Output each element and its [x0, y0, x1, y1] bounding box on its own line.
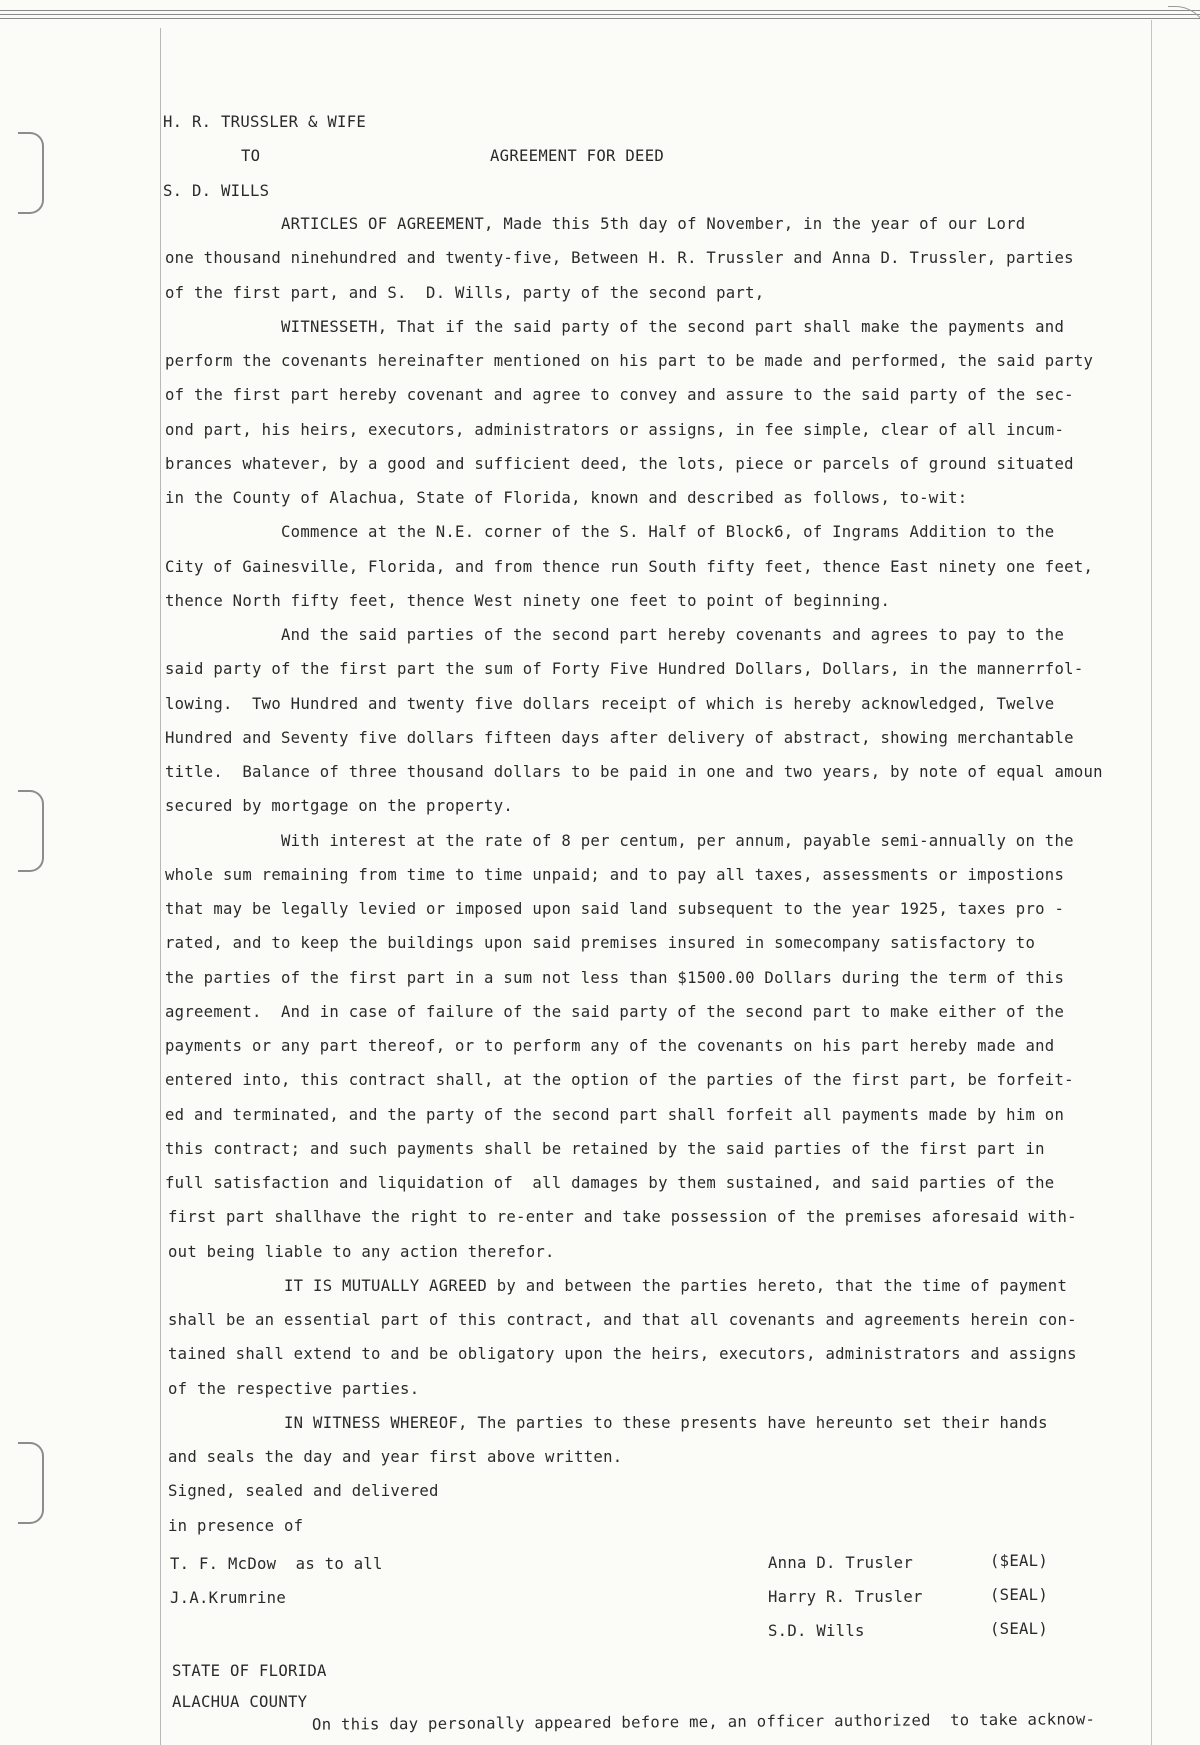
body-text-line: of the respective parties. — [168, 1380, 420, 1398]
body-text-line: in presence of — [168, 1517, 304, 1535]
body-text-line: shall be an essential part of this contract, and that all covenants and agreements herein con- — [168, 1311, 1077, 1329]
grantor-line: H. R. TRUSSLER & WIFE — [163, 113, 367, 131]
body-text-line: one thousand ninehundred and twenty-five, Between H. R. Trussler and Anna D. Trussler, parties — [165, 249, 1074, 267]
grantee-line: S. D. WILLS — [163, 182, 270, 200]
body-text-line: of the first part, and S. D. Wills, party of the second part, — [165, 284, 765, 302]
body-text-line: payments or any part thereof, or to perform any of the covenants on his part hereby made and — [165, 1037, 1055, 1055]
body-text-line: said party of the first part the sum of Forty Five Hundred Dollars, Dollars, in the mannerrfol- — [165, 660, 1084, 678]
body-text-line: Commence at the N.E. corner of the S. Half of Block6, of Ingrams Addition to the — [165, 523, 1055, 541]
body-text-line: whole sum remaining from time to time unpaid; and to pay all taxes, assessments or impostions — [165, 866, 1065, 884]
acknowledgment-opening: On this day personally appeared before me, an officer authorized to take acknow- — [311, 1710, 1096, 1734]
witness-name: T. F. McDow as to all — [170, 1555, 383, 1573]
left-margin-rule — [160, 28, 161, 1745]
witness-name: J.A.Krumrine — [170, 1589, 287, 1607]
signer-name: Anna D. Trusler — [768, 1554, 914, 1572]
body-text-line: secured by mortgage on the property. — [165, 797, 514, 815]
binder-hole — [18, 1442, 44, 1524]
body-text-line: lowing. Two Hundred and twenty five dollars receipt of which is hereby acknowledged, Twelve — [165, 695, 1055, 713]
binder-hole — [18, 790, 44, 872]
body-text-line: thence North fifty feet, thence West ninety one feet to point of beginning. — [165, 592, 891, 610]
body-text-line: IT IS MUTUALLY AGREED by and between the parties hereto, that the time of payment — [168, 1277, 1068, 1295]
seal-mark: (SEAL) — [990, 1620, 1049, 1638]
page-corner-curve — [1168, 6, 1200, 67]
top-border-line — [0, 10, 1200, 11]
venue-state: STATE OF FLORIDA — [172, 1662, 327, 1680]
body-text-line: tained shall extend to and be obligatory upon the heirs, executors, administrators and assigns — [168, 1345, 1077, 1363]
body-text-line: in the County of Alachua, State of Florida, known and described as follows, to-wit: — [165, 489, 968, 507]
body-text-line: this contract; and such payments shall be retained by the said parties of the first part in — [165, 1140, 1045, 1158]
body-text-line: City of Gainesville, Florida, and from thence run South fifty feet, thence East ninety one feet, — [165, 558, 1094, 576]
body-text-line: WITNESSETH, That if the said party of the second part shall make the payments and — [165, 318, 1065, 336]
body-text-line: agreement. And in case of failure of the said party of the second part to make either of the — [165, 1003, 1065, 1021]
document-title: AGREEMENT FOR DEED — [490, 147, 665, 165]
binder-hole — [18, 132, 44, 214]
body-text-line: ed and terminated, and the party of the second part shall forfeit all payments made by him on — [165, 1106, 1065, 1124]
body-text-line: that may be legally levied or imposed upon said land subsequent to the year 1925, taxes pro - — [165, 900, 1065, 918]
venue-county: ALACHUA COUNTY — [172, 1693, 308, 1711]
body-text-line: and seals the day and year first above written. — [168, 1448, 623, 1466]
body-text-line: brances whatever, by a good and sufficient deed, the lots, piece or parcels of ground situated — [165, 455, 1074, 473]
seal-mark: ($EAL) — [990, 1552, 1049, 1570]
body-text-line: of the first part hereby covenant and agree to convey and assure to the said party of the sec- — [165, 386, 1074, 404]
body-text-line: out being liable to any action therefor. — [168, 1243, 555, 1261]
body-text-line: full satisfaction and liquidation of all damages by them sustained, and said parties of the — [165, 1174, 1055, 1192]
signer-name: S.D. Wills — [768, 1622, 865, 1640]
top-border-line — [0, 14, 1200, 15]
body-text-line: first part shallhave the right to re-enter and take possession of the premises aforesaid with- — [168, 1208, 1077, 1226]
top-border-line — [0, 18, 1200, 19]
body-text-line: And the said parties of the second part hereby covenants and agrees to pay to the — [165, 626, 1065, 644]
right-margin-rule — [1151, 20, 1152, 1745]
body-text-line: IN WITNESS WHEREOF, The parties to these presents have hereunto set their hands — [168, 1414, 1048, 1432]
body-text-line: the parties of the first part in a sum not less than $1500.00 Dollars during the term of this — [165, 969, 1065, 987]
body-text-line: entered into, this contract shall, at the option of the parties of the first part, be forfeit- — [165, 1071, 1074, 1089]
body-text-line: Signed, sealed and delivered — [168, 1482, 439, 1500]
body-text-line: perform the covenants hereinafter mentioned on his part to be made and performed, the said party — [165, 352, 1094, 370]
body-text-line: title. Balance of three thousand dollars to be paid in one and two years, by note of equal amoun — [165, 763, 1103, 781]
body-text-line: With interest at the rate of 8 per centum, per annum, payable semi-annually on the — [165, 832, 1074, 850]
signer-name: Harry R. Trusler — [768, 1588, 923, 1606]
body-text-line: ond part, his heirs, executors, administrators or assigns, in fee simple, clear of all incum- — [165, 421, 1065, 439]
body-text-line: rated, and to keep the buildings upon said premises insured in somecompany satisfactory to — [165, 934, 1036, 952]
seal-mark: (SEAL) — [990, 1586, 1049, 1604]
to-line: TO — [241, 147, 261, 165]
body-text-line: Hundred and Seventy five dollars fifteen days after delivery of abstract, showing merchantable — [165, 729, 1074, 747]
body-text-line: ARTICLES OF AGREEMENT, Made this 5th day of November, in the year of our Lord — [165, 215, 1026, 233]
